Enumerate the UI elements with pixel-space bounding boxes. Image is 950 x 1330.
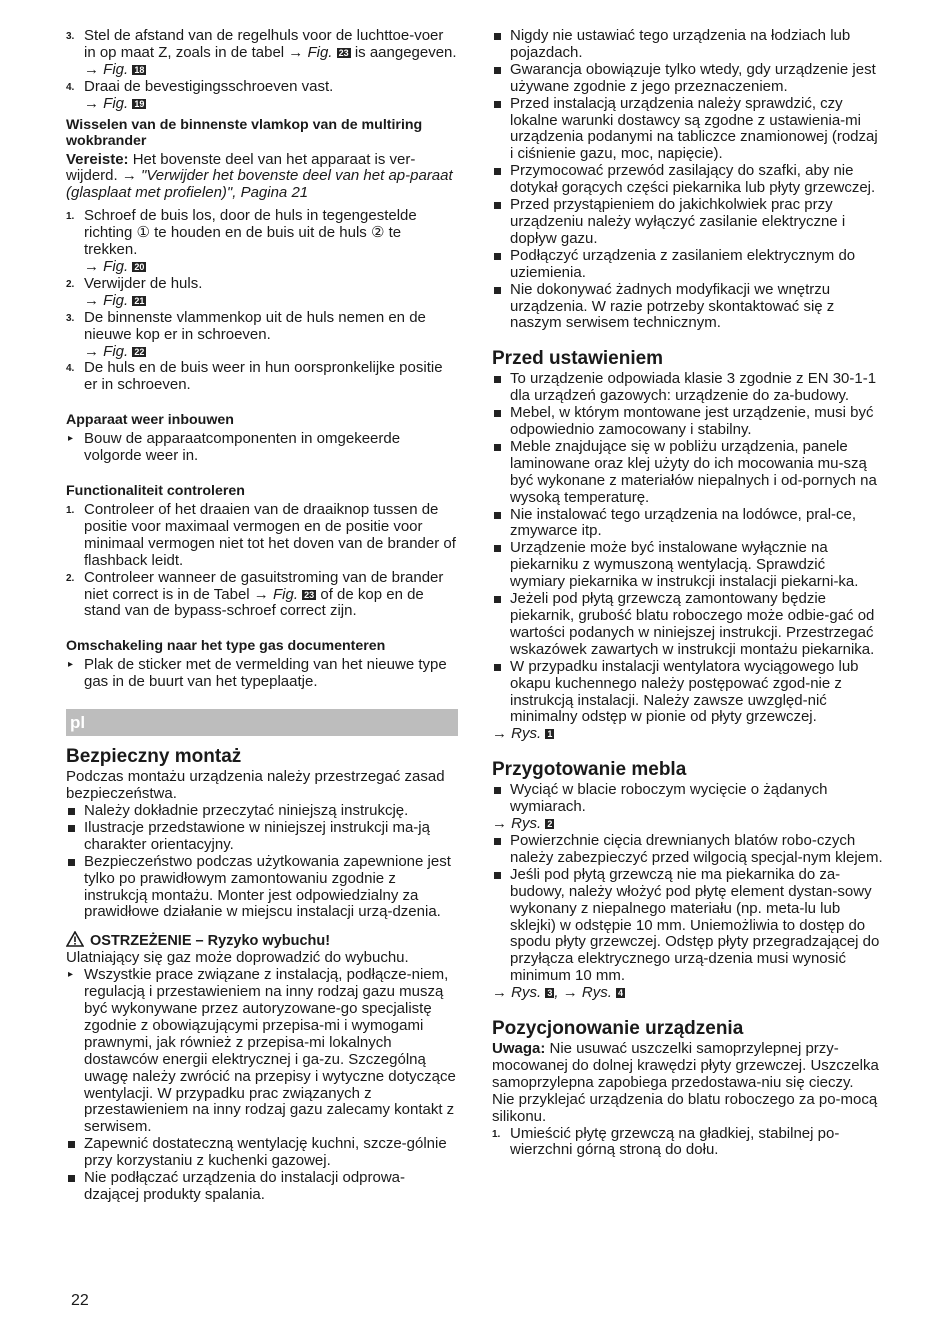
func-steps-list	[66, 502, 458, 620]
language-bar: pl	[66, 709, 458, 736]
square-bullet-icon	[494, 253, 501, 260]
figure-reference-line	[492, 985, 884, 1002]
figure-reference[interactable]: → Rys.	[492, 815, 542, 833]
list-item: 3. De binnenste vlammenkop uit de huls nemen en de nieuwe kop er in schroeven. → Fig. 22	[66, 308, 426, 360]
section-heading-inbouwen: Apparaat weer inbouwen	[66, 412, 234, 429]
list-item: Jeżeli pod płytą grzewczą zamontowany będzie piekarnik, grubość blatu roboczego może odbie-gać od wartości podanych w niniejszej instrukcji. Przestrzegać wskazówek zawartych w instrukcji montażu piekarnika.	[492, 591, 884, 659]
figure-badge: 19	[134, 98, 145, 109]
warning-triangle-icon	[66, 931, 84, 947]
square-bullet-icon	[494, 872, 501, 879]
list-item: Przed instalacją urządzenia należy sprawdzić, czy lokalne warunki dostawcy są zgodne z ustawienia-mi urządzenia podanymi na tabliczce znamionowej (rodzaj i ciśnienie gazu, moc, napięcie).	[492, 96, 884, 164]
list-item: ▸ Bouw de apparaatcomponenten in omgekeerde volgorde weer in.	[68, 430, 401, 465]
list-item: 1. Umieścić płytę grzewczą na gładkiej, stabilnej po-wierzchni górną stroną do dołu.	[492, 1124, 840, 1159]
square-bullet-icon	[494, 444, 501, 451]
page-number: 22	[71, 1292, 89, 1309]
list-item: Urządzenie może być instalowane wyłącznie na piekarniku z wymuszoną wentylacją. Sprawdzić wymiary piekarnika w instrukcji instalacji piekarni-ka.	[492, 540, 884, 591]
list-item: 2. Controleer wanneer de gasuitstroming van de brander niet correct is in de Tabel → Fig. 23 of de kop en de stand van de bypass-schroef correct zijn.	[66, 568, 444, 620]
list-item: Nigdy nie ustawiać tego urządzenia na łodziach lub pojazdach.	[492, 28, 884, 62]
list-item: ▸ Wszystkie prace związane z instalacją, podłącze-niem, regulacją i przestawieniem na inny rodzaj gazu muszą być wykonywane przez autoryzowane-go specjalistę zgodnie z obowiązującymi przepisa-mi i wymogami prawnymi, jak również z przepisa-mi lokalnych dostawców energii elektrycznej i ga-zu. Szczególną uwagę należy zwrócić na przepisy i wytyczne dotyczące wentylacji. W przypadku prac związanych z przestawieniem na inny rodzaj gazu zalecamy kontakt z serwisem.	[68, 966, 456, 1136]
square-bullet-icon	[494, 787, 501, 794]
triangle-bullet-icon: ▸	[68, 659, 74, 671]
note-paragraph: Uwaga: Nie usuwać uszczelki samoprzylepnej przy-mocowanej do dolnej krawędzi płyty grzewczej. Uszczelka samoprzylepna zapobiega przedostawa-niu się cieczy.	[492, 1040, 879, 1091]
list-item: Jeśli pod płytą grzewczą nie ma piekarnika do za-budowy, należy włożyć pod płytę element dystan-sowy wykonany z niepalnego materiału (np. meta-lu lub sklejki) w odstępie 10 mm. Uniemożliwia to dostęp do spodu płyty grzewczej. Odstęp płyty przegradzającej do przyłącza elektrycznego urzą-dzenia musi wynosić minimum 10 mm.	[492, 867, 884, 985]
square-bullet-icon	[68, 808, 75, 815]
square-bullet-icon	[494, 512, 501, 519]
figure-reference[interactable]: → Rys.	[492, 984, 542, 1002]
list-item: ▸ Plak de sticker met de vermelding van het nieuwe type gas in de buurt van het typeplaatje.	[68, 656, 447, 691]
square-bullet-icon	[494, 33, 501, 40]
square-bullet-icon	[494, 202, 501, 209]
list-item: Powierzchnie cięcia drewnianych blatów robo-czych należy zabezpieczyć przed wilgocią specjal-nym klejem.	[492, 833, 884, 867]
warning-intro: Ulatniający się gaz może doprowadzić do wybuchu.	[66, 949, 409, 967]
figure-badge: 23	[304, 589, 315, 600]
right-column	[492, 28, 884, 1159]
note-paragraph-2: Nie przyklejać urządzenia do blatu roboczego za po-mocą silikonu.	[492, 1090, 878, 1125]
list-item: Zapewnić dostateczną wentylację kuchni, szcze-gólnie przy korzystaniu z kuchenki gazowej.	[66, 1136, 458, 1170]
list-item: W przypadku instalacji wentylatora wyciągowego lub okapu kuchennego należy postępować zgod-nie z instrukcją instalacji. Należy zawsze uwzględ-nić minimalny odstęp w pionie od płyty grzewczej.	[492, 659, 884, 727]
list-item: Nie instalować tego urządzenia na lodówce, pral-ce, zmywarce itp.	[492, 507, 884, 541]
square-bullet-icon	[68, 825, 75, 832]
figure-badge: 3	[547, 988, 553, 999]
section-heading-wok: Wisselen van de binnenste vlamkop van de multiring wokbrander	[66, 116, 423, 149]
square-bullet-icon	[68, 1141, 75, 1148]
section-heading-omschakeling: Omschakeling naar het type gas documenteren	[66, 638, 386, 655]
list-item: Mebel, w którym montowane jest urządzenie, musi być odpowiednio zamocowany i stabilny.	[492, 405, 884, 439]
safety-list	[66, 803, 458, 921]
safety-list-continued	[492, 28, 884, 332]
page-reference-link[interactable]: "Verwijder het bovenste deel van het ap-paraat (glasplaat met profielen)", Pagina 21	[66, 167, 453, 202]
intro-paragraph: Podczas montażu urządzenia należy przestrzegać zasad bezpieczeństwa.	[66, 768, 445, 803]
square-bullet-icon	[494, 410, 501, 417]
list-item: Wyciąć w blacie roboczym wycięcie o żądanych wymiarach.	[492, 782, 884, 816]
list-item: Nie podłączać urządzenia do instalacji odprowa-dzającej produkty spalania.	[66, 1170, 458, 1204]
requirement-paragraph: Vereiste: Het bovenste deel van het apparaat is ver-wijderd. → "Verwijder het bovenste deel van het ap-paraat (glasplaat met profielen)", Pagina 21	[66, 150, 453, 202]
square-bullet-icon	[494, 287, 501, 294]
figure-reference[interactable]: → Fig.	[84, 60, 129, 78]
section-heading-functionaliteit: Functionaliteit controleren	[66, 483, 245, 500]
list-item: Meble znajdujące się w pobliżu urządzenia, panele laminowane oraz klej użyty do ich mocowania mu-szą być wykonane z materiałów niepalnych i od-pornych na wysoką temperaturę.	[492, 439, 884, 507]
left-column	[66, 28, 458, 1204]
figure-reference[interactable]: → Fig.	[84, 342, 129, 360]
list-item: 2. Verwijder de huls. → Fig. 21	[66, 274, 203, 309]
square-bullet-icon	[494, 596, 501, 603]
list-item: Podłączyć urządzenia z zasilaniem elektrycznym do uziemienia.	[492, 248, 884, 282]
figure-badge: 1	[547, 729, 553, 740]
section-heading-pozycjonowanie: Pozycjonowanie urządzenia	[492, 1018, 744, 1040]
square-bullet-icon	[494, 545, 501, 552]
warning-list	[66, 1136, 458, 1204]
square-bullet-icon	[494, 838, 501, 845]
square-bullet-icon	[494, 168, 501, 175]
list-item: Ilustracje przedstawione w niniejszej instrukcji ma-ją charakter orientacyjny.	[66, 820, 458, 854]
figure-badge: 23	[338, 47, 349, 58]
list-item: Przed przystąpieniem do jakichkolwiek prac przy urządzeniu należy wyłączyć zasilanie elektryczne i dopływ gazu.	[492, 197, 884, 248]
figure-reference-line	[492, 726, 884, 743]
figure-reference[interactable]: → Rys.	[492, 725, 542, 743]
square-bullet-icon	[494, 664, 501, 671]
figure-reference[interactable]: → Fig.	[84, 291, 129, 309]
mebla-list	[492, 833, 884, 985]
list-item: Nie dokonywać żadnych modyfikacji we wnętrzu urządzenia. W razie potrzeby skontaktować się z naszym serwisem technicznym.	[492, 282, 884, 333]
figure-badge: 2	[547, 819, 553, 830]
list-item: 1. Controleer of het draaien van de draaiknop tussen de positie voor maximaal vermogen en de positie voor minimaal vermogen niet tot het doven van de brander of flashback leidt.	[66, 501, 456, 569]
list-item: To urządzenie odpowiada klasie 3 zgodnie z EN 30-1-1 dla urządzeń gazowych: urządzenie do za-budowy.	[492, 371, 884, 405]
list-item: 4. Draai de bevestigingsschroeven vast. → Fig. 19	[66, 77, 334, 112]
figure-reference[interactable]: , → Rys.	[554, 984, 612, 1002]
warning-heading: OSTRZEŻENIE – Ryzyko wybuchu!	[66, 931, 458, 950]
figure-badge: 20	[134, 261, 145, 272]
steps-list-b	[66, 208, 458, 394]
list-item: Przymocować przewód zasilający do szafki, aby nie dotykał gorących części piekarnika lub płyty grzewczej.	[492, 163, 884, 197]
list-item: 4. De huls en de buis weer in hun oorspronkelijke positie er in schroeven.	[66, 359, 443, 394]
list-item: Bezpieczeństwo podczas użytkowania zapewnione jest tylko po prawidłowym zamontowaniu zgodnie z instrukcją montażu. Monter jest odpowiedzialny za prawidłowe działanie w miejscu instalacji urzą-dzenia.	[66, 854, 458, 922]
figure-reference[interactable]: → Fig.	[84, 257, 129, 275]
figure-badge: 18	[134, 64, 145, 75]
list-item: 3. Stel de afstand van de regelhuls voor de luchttoe-voer in op maat Z, zoals in de tabel → Fig. 23 is aangegeven. → Fig. 18	[66, 27, 457, 78]
przed-list	[492, 371, 884, 726]
square-bullet-icon	[494, 101, 501, 108]
steps-list-a	[66, 28, 458, 113]
list-item: 1. Schroef de buis los, door de huls in tegengestelde richting ① te houden en de buis uit de huls ② te trekken. → Fig. 20	[66, 207, 417, 275]
figure-badge: 21	[134, 295, 145, 306]
square-bullet-icon	[68, 1175, 75, 1182]
square-bullet-icon	[68, 859, 75, 866]
section-heading-bezpieczny: Bezpieczny montaż	[66, 746, 242, 768]
triangle-bullet-icon: ▸	[68, 969, 74, 981]
square-bullet-icon	[494, 376, 501, 383]
triangle-bullet-icon: ▸	[68, 433, 74, 445]
figure-reference-line	[492, 816, 884, 833]
figure-reference[interactable]: → Fig.	[84, 94, 129, 112]
section-heading-mebla: Przygotowanie mebla	[492, 759, 687, 781]
section-heading-przed: Przed ustawieniem	[492, 348, 664, 370]
list-item: Należy dokładnie przeczytać niniejszą instrukcję.	[66, 803, 458, 820]
figure-badge: 4	[618, 988, 624, 999]
figure-badge: 22	[134, 346, 145, 357]
list-item: Gwarancja obowiązuje tylko wtedy, gdy urządzenie jest używane zgodnie z jego przeznaczeniem.	[492, 62, 884, 96]
square-bullet-icon	[494, 67, 501, 74]
